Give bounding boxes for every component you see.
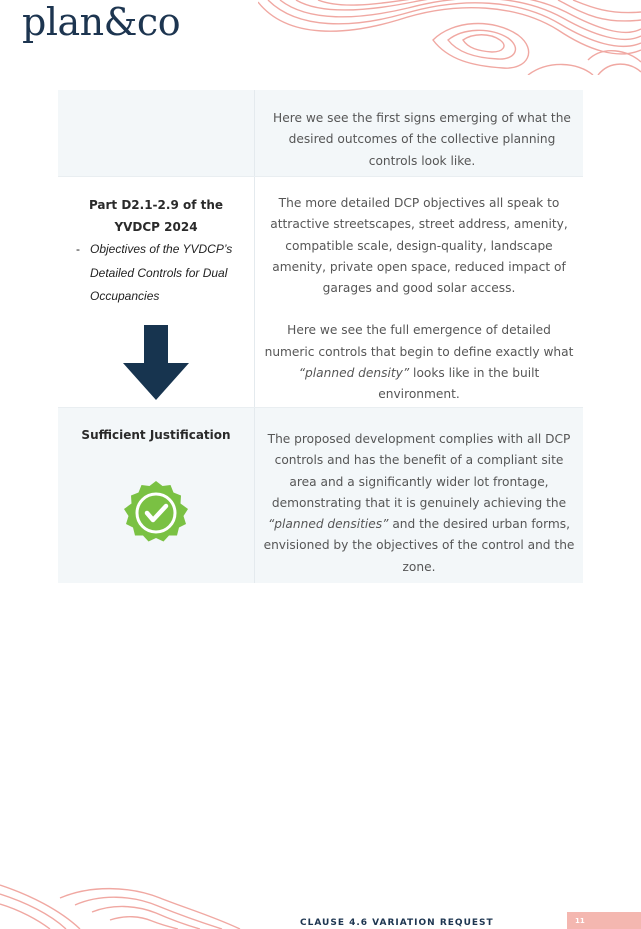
dcp-objectives-text: Objectives of the YVDCP’s Detailed Controls for Dual Occupancies [90,242,233,303]
table-row-justification [58,408,583,583]
check-badge-icon [123,480,189,546]
justification-table [58,90,583,583]
table-cell-justification-text [255,408,583,583]
table-cell-empty [58,90,255,176]
page-number: 11 [575,917,585,925]
sufficient-justification-title: Sufficient Justification [81,428,231,442]
page-number-tab [567,912,641,929]
table-row-dcp [58,176,583,408]
dcp-objectives-list-item [58,238,254,309]
dcp-objectives-paragraph: The more detailed DCP objectives all speak to attractive streetscapes, street address, amenity, compatible scale, design-quality, landscape amenity, private open space, reduced impact of garages and good solar access. [270,196,568,296]
numeric-controls-text-b: looks like in the built environment. [378,366,540,402]
table-row-intro [58,90,583,176]
justification-paragraph [261,429,577,578]
justification-text-a: The proposed development complies with all DCP controls and has the benefit of a compliant site area and a significantly wider lot frontage, demonstrating that it is genuinely achieving the [267,432,571,510]
dcp-part-title: Part D2.1-2.9 of the YVDCP 2024 [88,198,224,234]
down-arrow-icon [122,325,190,401]
numeric-controls-text-a: Here we see the full emergence of detailed numeric controls that begin to define exactly what [264,323,574,359]
planned-densities-emphasis: “planned densities” [267,517,389,532]
table-cell-dcp-text [255,177,583,407]
table-cell-dcp-label [58,177,255,407]
justification-text-b: and the desired urban forms, envisioned by the objectives of the control and the zone. [263,517,575,574]
list-dash: - [76,242,80,256]
numeric-controls-paragraph [261,320,577,405]
planned-density-emphasis: “planned density” [298,366,410,381]
plan-co-logo: plan&co [22,0,181,44]
table-cell-justification-label [58,408,255,583]
topographic-decoration-bottom [0,880,250,929]
footer-document-title: CLAUSE 4.6 VARIATION REQUEST [300,918,494,928]
topographic-decoration-top [258,0,641,75]
table-cell-intro-text: Here we see the first signs emerging of what the desired outcomes of the collective planning controls look like. [273,111,571,168]
